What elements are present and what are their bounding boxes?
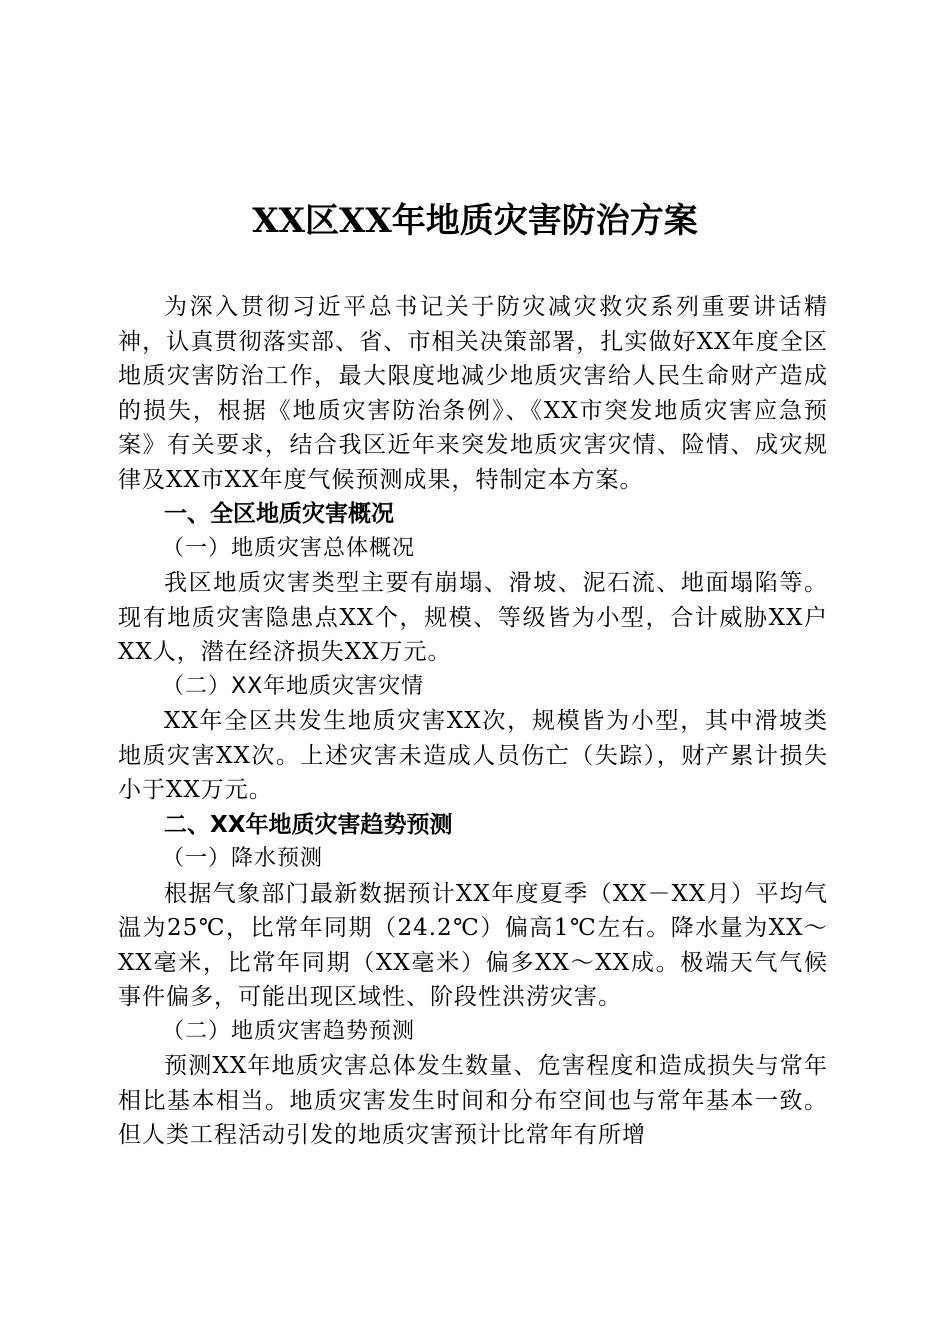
section-1-heading: 一、全区地质灾害概况 <box>164 501 394 527</box>
section-2-2-paragraph: 预测XX年地质灾害总体发生数量、危害程度和造成损失与常年相比基本相当。地质灾害发生时间和分布空间也与常年基本一致。但人类工程活动引发的地质灾害预计比常年有所增 <box>118 1053 828 1148</box>
section-1-2-paragraph: XX年全区共发生地质灾害XX次，规模皆为小型，其中滑坡类地质灾害XX次。上述灾害未造成人员伤亡（失踪），财产累计损失小于XX万元。 <box>118 708 828 803</box>
section-1-2-heading: （二）XX年地质灾害灾情 <box>162 673 425 699</box>
section-2-1-heading: （一）降水预测 <box>162 846 324 871</box>
intro-paragraph: 为深入贯彻习近平总书记关于防灾减灾救灾系列重要讲话精神，认真贯彻落实部、省、市相关决策部署，扎实做好XX年度全区地质灾害防治工作，最大限度地减少地质灾害给人民生命财产造成的损失，根据《地质灾害防治条例》、《XX市突发地质灾害应急预案》有关要求，结合我区近年来突发地质灾害灾情、险情、成灾规律及XX市XX年度气候预测成果，特制定本方案。 <box>118 294 828 493</box>
document-body <box>118 290 828 1153</box>
section-2-2-heading: （二）地质灾害趋势预测 <box>162 1018 416 1044</box>
section-1-1-paragraph: 我区地质灾害类型主要有崩塌、滑坡、泥石流、地面塌陷等。现有地质灾害隐患点XX个，规模、等级皆为小型，合计威胁XX户XX人，潜在经济损失XX万元。 <box>118 570 828 665</box>
section-1-1-heading: （一）地质灾害总体概况 <box>162 535 416 561</box>
section-2-heading: 二、XX年地质灾害趋势预测 <box>164 811 453 838</box>
document-title: XX区XX年地质灾害防治方案 <box>252 201 698 241</box>
section-2-1-paragraph: 根据气象部门最新数据预计XX年度夏季（XX－XX月）平均气温为25℃，比常年同期（24.2℃）偏高1℃左右。降水量为XX～XX毫米，比常年同期（XX毫米）偏多XX～XX成。极端天气气候事件偏多，可能出现区域性、阶段性洪涝灾害。 <box>118 880 828 1010</box>
